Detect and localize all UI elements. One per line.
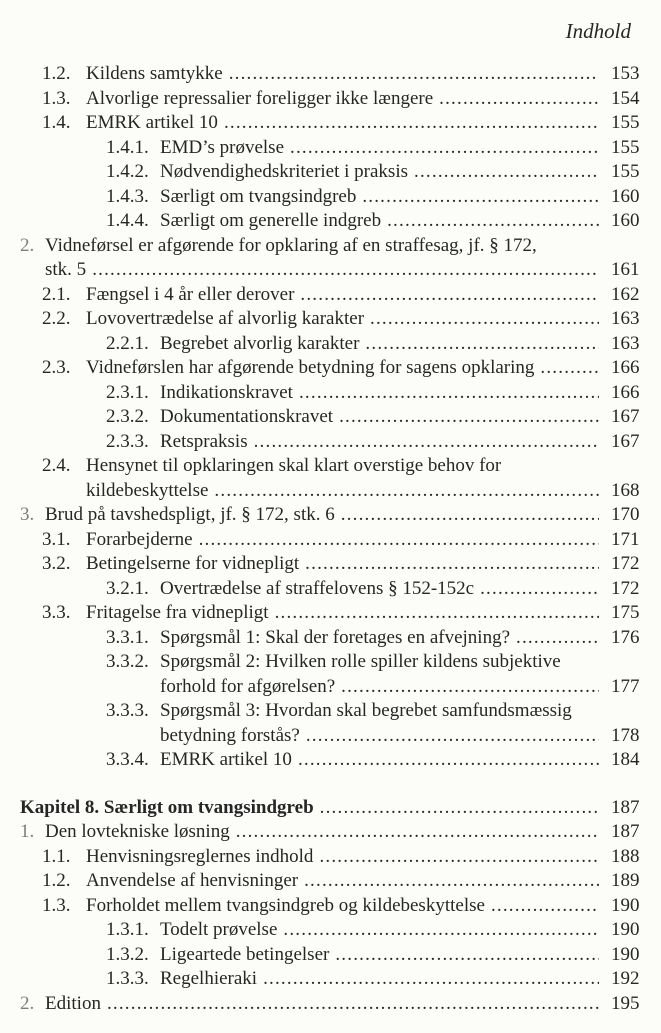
toc-entry-label: Betingelserne for vidnepligt xyxy=(86,553,300,574)
toc-entry xyxy=(0,845,640,870)
toc-entry-number: 1.3. xyxy=(42,87,71,109)
toc-entry xyxy=(0,332,640,357)
dot-leader xyxy=(254,430,599,455)
dot-leader xyxy=(199,528,599,553)
toc-entry-number: 3.1. xyxy=(42,528,71,550)
toc-entry-body xyxy=(160,136,640,161)
toc-entry xyxy=(0,650,640,699)
toc-entry-page: 167 xyxy=(611,430,640,452)
toc-entry-number: 3.2.1. xyxy=(106,577,149,599)
toc-entry-page: 161 xyxy=(611,259,640,280)
toc-entry-number: 2.2. xyxy=(42,308,71,329)
toc-entry-page: 155 xyxy=(611,161,640,182)
toc-entry-continuation: betydning forstås? xyxy=(160,724,300,746)
toc-entry-page: 172 xyxy=(611,577,640,599)
toc-entry-label: Forarbejderne xyxy=(86,528,193,550)
dot-leader xyxy=(320,796,599,821)
toc-entry-body xyxy=(160,332,640,357)
toc-entry-page: 153 xyxy=(611,63,640,84)
toc-entry-page: 187 xyxy=(611,796,640,818)
toc-entry-body xyxy=(160,405,640,430)
toc-entry-body xyxy=(160,748,640,773)
toc-entry-continuation: forhold for afgørelsen? xyxy=(160,675,336,697)
toc-entry-number: 1.3.2. xyxy=(106,943,149,965)
dot-leader xyxy=(387,209,599,234)
toc-entry-continuation: stk. 5 xyxy=(45,259,87,280)
toc-entry-page: 163 xyxy=(611,332,640,354)
toc-entry-page: 177 xyxy=(611,675,640,697)
toc-entry-body xyxy=(45,503,640,528)
toc-entry-page: 192 xyxy=(611,968,640,989)
toc-entry-body xyxy=(45,820,640,845)
toc-entry-body xyxy=(86,894,640,919)
toc-entry-label: Alvorlige repressalier foreligger ikke længere xyxy=(86,87,434,109)
toc-entry xyxy=(0,405,640,430)
toc-entry-body xyxy=(160,943,640,968)
toc-entry-number: 2.3. xyxy=(42,357,71,378)
dot-leader xyxy=(370,307,599,332)
dot-leader xyxy=(341,503,599,528)
dot-leader xyxy=(365,332,599,357)
toc-entry-number: 3.3.2. xyxy=(106,651,149,672)
toc-entry-label: Ligeartede betingelser xyxy=(160,943,330,965)
toc-entry xyxy=(0,796,640,821)
toc-entry-page: 154 xyxy=(611,87,640,109)
toc-entry-body xyxy=(86,454,640,503)
toc-entry-continuation: kildebeskyttelse xyxy=(86,479,209,501)
toc-entry-page: 155 xyxy=(611,112,640,133)
toc-entry-body xyxy=(160,430,640,455)
dot-leader xyxy=(275,601,599,626)
toc-entry-page: 187 xyxy=(611,821,640,842)
toc-entry-body xyxy=(160,918,640,943)
toc-entry xyxy=(0,552,640,577)
toc-entry-label: Kildens samtykke xyxy=(86,63,223,84)
toc-entry-body xyxy=(86,111,640,136)
toc-entry-label: Særligt om tvangsindgreb xyxy=(160,185,357,207)
dot-leader xyxy=(305,552,599,577)
dot-leader xyxy=(540,356,599,381)
toc-entry-body xyxy=(86,87,640,112)
dot-leader xyxy=(439,87,599,112)
toc-entry-label: Regelhieraki xyxy=(160,968,258,989)
toc-entry-body xyxy=(86,528,640,553)
toc-entry xyxy=(0,430,640,455)
toc-entry xyxy=(0,454,640,503)
dot-leader xyxy=(306,724,599,749)
toc-entry xyxy=(0,283,640,308)
dot-leader xyxy=(339,405,599,430)
toc-entry xyxy=(0,894,640,919)
toc-entry-number: 1.3.3. xyxy=(106,968,149,989)
dot-leader xyxy=(224,111,599,136)
toc-entry-label: Vidneførslen har afgørende betydning for sagens opklaring xyxy=(86,357,535,378)
toc-entry-body xyxy=(86,869,640,894)
toc-entry-number: 1. xyxy=(20,821,35,842)
toc-entry-number: 3.3.4. xyxy=(106,749,149,770)
toc-entry-page: 190 xyxy=(611,943,640,965)
toc-entry-number: 1.4.2. xyxy=(106,161,149,182)
toc-entry xyxy=(0,967,640,992)
toc-entry-label: Indikationskravet xyxy=(160,381,293,403)
toc-entry-body xyxy=(160,699,640,748)
toc-entry-page: 170 xyxy=(611,504,640,525)
toc-entry-label: Forholdet mellem tvangsindgreb og kildebeskyttelse xyxy=(86,894,485,916)
toc-entry-page: 163 xyxy=(611,308,640,329)
toc-entry-body xyxy=(86,283,640,308)
toc-entry-label: Lovovertrædelse af alvorlig karakter xyxy=(86,308,365,329)
toc-entry-page: 160 xyxy=(611,185,640,207)
running-header: Indhold xyxy=(565,19,631,43)
toc-entry xyxy=(0,160,640,185)
toc-entry xyxy=(0,918,640,943)
toc-entry-page: 195 xyxy=(611,992,640,1014)
toc-entry-label: Den lovtekniske løsning xyxy=(45,821,230,842)
toc-entry-body xyxy=(45,234,640,283)
toc-entry-label: EMRK artikel 10 xyxy=(160,749,292,770)
toc-entry xyxy=(0,381,640,406)
dot-leader xyxy=(335,943,599,968)
toc-entry-body xyxy=(86,845,640,870)
dot-leader xyxy=(480,577,599,602)
toc-entry-label: Spørgsmål 2: Hvilken rolle spiller kildens subjektive xyxy=(160,651,561,672)
toc-entry-label: Brud på tavshedspligt, jf. § 172, stk. 6 xyxy=(45,504,335,525)
toc-entry-page: 172 xyxy=(611,553,640,574)
dot-leader xyxy=(236,820,599,845)
toc-entry-page: 190 xyxy=(611,919,640,940)
toc-entry-body xyxy=(160,967,640,992)
toc-entry-label: Spørgsmål 1: Skal der foretages en afvejning? xyxy=(160,626,510,648)
toc-entry-number: 1.4. xyxy=(42,112,71,133)
toc-entry xyxy=(0,111,640,136)
toc-entry-page: 166 xyxy=(611,381,640,403)
dot-leader xyxy=(298,748,599,773)
toc-entry xyxy=(0,748,640,773)
toc-entry-page: 184 xyxy=(611,749,640,770)
toc-entry-page: 176 xyxy=(611,626,640,648)
toc-entry-number: 3. xyxy=(20,504,35,525)
toc-entry-number: 2. xyxy=(20,992,35,1014)
toc-entry-body xyxy=(86,62,640,87)
toc-entry-page: 178 xyxy=(611,724,640,746)
toc-entry-number: 1.3.1. xyxy=(106,919,149,940)
toc-entry-number: 2. xyxy=(20,234,35,256)
toc-entry xyxy=(0,943,640,968)
toc-entry-number: 2.3.1. xyxy=(106,381,149,403)
toc-entry xyxy=(0,869,640,894)
toc-entry xyxy=(0,87,640,112)
toc-entry-label: Henvisningsreglernes indhold xyxy=(86,845,314,867)
toc-entry-number: 1.4.4. xyxy=(106,210,149,231)
dot-leader xyxy=(214,479,599,504)
toc-entry-label: Fængsel i 4 år eller derover xyxy=(86,283,295,305)
toc-entry-page: 160 xyxy=(611,210,640,231)
toc-entry-label: Hensynet til opklaringen skal klart overstige behov for xyxy=(86,455,502,476)
toc-entry-label: Overtrædelse af straffelovens § 152-152c xyxy=(160,577,475,599)
toc-entry xyxy=(0,62,640,87)
dot-leader xyxy=(319,845,599,870)
toc-entry xyxy=(0,601,640,626)
toc-entry-number: 2.4. xyxy=(42,455,71,476)
toc-entry-body xyxy=(160,626,640,651)
toc-entry-number: 1.2. xyxy=(42,870,71,891)
toc-entry-page: 188 xyxy=(611,845,640,867)
toc-entry-number: 2.2.1. xyxy=(106,332,149,354)
toc-entry-page: 190 xyxy=(611,894,640,916)
toc-entry-page: 189 xyxy=(611,870,640,891)
dot-leader xyxy=(362,185,599,210)
toc-entry-body xyxy=(160,185,640,210)
toc-entry-number: 2.3.3. xyxy=(106,430,149,452)
toc-entry-number: 3.2. xyxy=(42,553,71,574)
toc-entry-label: Retspraksis xyxy=(160,430,248,452)
toc-entry-number: 1.4.3. xyxy=(106,185,149,207)
toc-entry-body xyxy=(160,209,640,234)
toc-entry-number: 1.1. xyxy=(42,845,71,867)
dot-leader xyxy=(229,62,599,87)
toc-entry-label: Spørgsmål 3: Hvordan skal begrebet samfundsmæssig xyxy=(160,700,572,721)
dot-leader xyxy=(299,381,599,406)
toc-entry-label: Fritagelse fra vidnepligt xyxy=(86,602,269,623)
toc-entry-number: 3.3.3. xyxy=(106,700,149,721)
toc-entry-number: 2.1. xyxy=(42,283,71,305)
dot-leader xyxy=(300,283,599,308)
toc-entry-label: Særligt om generelle indgreb xyxy=(160,210,382,231)
toc-entry-page: 171 xyxy=(611,528,640,550)
dot-leader xyxy=(290,136,599,161)
toc-entry xyxy=(0,626,640,651)
toc-entry-body xyxy=(20,796,640,821)
toc-entry-page: 167 xyxy=(611,406,640,427)
toc-entry-label: Edition xyxy=(45,992,101,1014)
toc-entry xyxy=(0,577,640,602)
toc-entry-label: Nødvendighedskriteriet i praksis xyxy=(160,161,409,182)
toc-entry-number: 2.3.2. xyxy=(106,406,149,427)
toc-entry-body xyxy=(160,650,640,699)
toc-entry-number: 3.3. xyxy=(42,602,71,623)
toc-entry-body xyxy=(86,307,640,332)
toc-entry xyxy=(0,209,640,234)
dot-leader xyxy=(263,967,599,992)
toc-entry xyxy=(0,503,640,528)
toc-entry-label: EMRK artikel 10 xyxy=(86,112,218,133)
toc-entry-page: 168 xyxy=(611,479,640,501)
toc-entry-page: 162 xyxy=(611,283,640,305)
toc-entry xyxy=(0,356,640,381)
toc-entry-label: Anvendelse af henvisninger xyxy=(86,870,299,891)
toc-entry-body xyxy=(86,356,640,381)
toc-entry xyxy=(0,820,640,845)
dot-leader xyxy=(283,918,599,943)
toc-entry-label: EMD’s prøvelse xyxy=(160,136,285,158)
toc-entry xyxy=(0,307,640,332)
toc-entry-body xyxy=(160,160,640,185)
toc-entry-body xyxy=(86,552,640,577)
dot-leader xyxy=(491,894,599,919)
toc-entry-number: 1.3. xyxy=(42,894,71,916)
dot-leader xyxy=(92,258,599,283)
toc-entry xyxy=(0,699,640,748)
toc-entry xyxy=(0,185,640,210)
toc-entry-body xyxy=(86,601,640,626)
toc-entry-label: Dokumentationskravet xyxy=(160,406,334,427)
toc-entry-label: Vidneførsel er afgørende for opklaring af en straffesag, jf. § 172, xyxy=(45,234,537,256)
toc-entry-page: 166 xyxy=(611,357,640,378)
toc-entry-page: 155 xyxy=(611,136,640,158)
toc-entry-body xyxy=(160,577,640,602)
toc-entry-page: 175 xyxy=(611,602,640,623)
toc-entry-number: 1.2. xyxy=(42,63,71,84)
dot-leader xyxy=(414,160,599,185)
toc-entry xyxy=(0,136,640,161)
toc-entry-number: 3.3.1. xyxy=(106,626,149,648)
toc-entry-body xyxy=(160,381,640,406)
toc-entry xyxy=(0,234,640,283)
dot-leader xyxy=(107,992,599,1017)
toc-entry xyxy=(0,528,640,553)
toc-entry-label: Begrebet alvorlig karakter xyxy=(160,332,360,354)
toc-entry-body xyxy=(45,992,640,1017)
toc-list xyxy=(0,62,640,1016)
toc-entry-label: Kapitel 8. Særligt om tvangsindgreb xyxy=(20,796,314,818)
dot-leader xyxy=(304,869,599,894)
toc-entry-number: 1.4.1. xyxy=(106,136,149,158)
toc-entry xyxy=(0,992,640,1017)
toc-entry-label: Todelt prøvelse xyxy=(160,919,278,940)
dot-leader xyxy=(516,626,599,651)
dot-leader xyxy=(341,675,599,700)
